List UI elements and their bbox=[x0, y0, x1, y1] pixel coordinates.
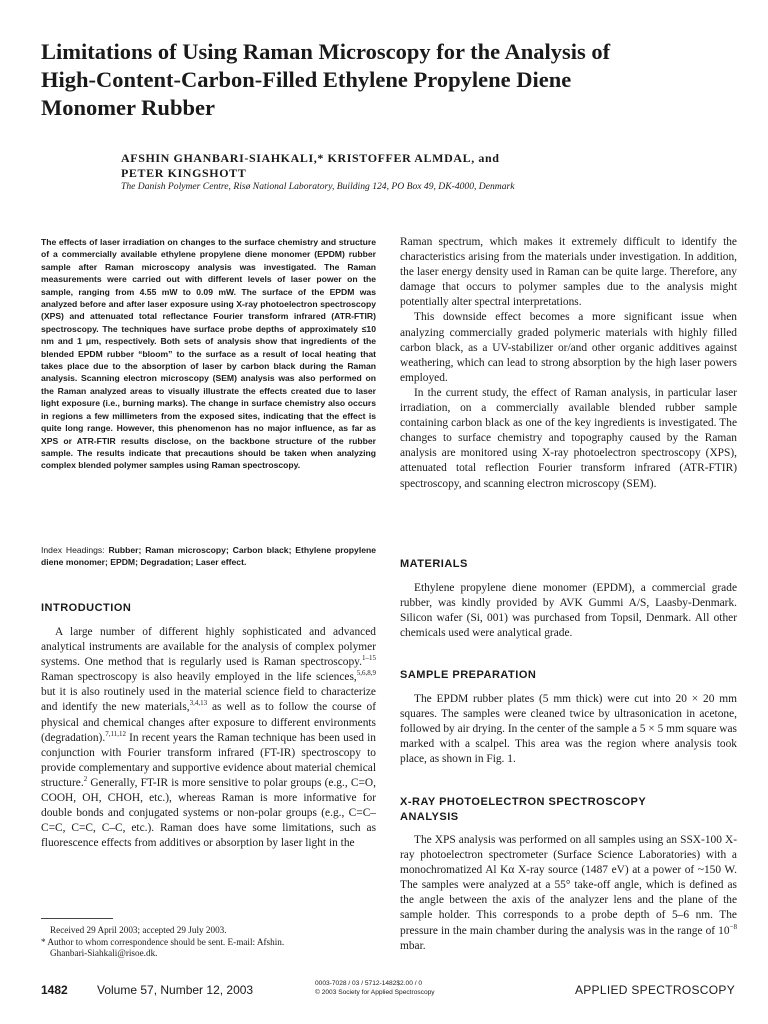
intro-paragraph-3: In the current study, the effect of Raman analysis, in particular laser irradiation, on a commercially available blended rubber sample containing carbon black as one of the key ingredients is investigated. The changes to surface chemistry and topography caused by the Raman analysis are monitored using X-ray photoelectron spectroscopy (XPS), attenuated total reflection Fourier transform infrared (ATR-FTIR) spectroscopy, and scanning electron microscopy (SEM). bbox=[400, 386, 737, 490]
article-title bbox=[41, 38, 741, 122]
authors-line-1: AFSHIN GHANBARI-SIAHKALI,* KRISTOFFER ALMDAL, and bbox=[121, 151, 500, 165]
volume-info: Volume 57, Number 12, 2003 bbox=[97, 983, 254, 997]
sample-preparation-body bbox=[400, 692, 737, 767]
index-headings-keywords: Rubber; Raman microscopy; Carbon black; Ethylene propylene diene monomer; EPDM; Degradation; Laser effect. bbox=[41, 545, 377, 568]
citation-ref: 7,11,12 bbox=[105, 729, 126, 738]
index-headings-label: Index Headings: bbox=[41, 545, 105, 555]
introduction-paragraph bbox=[41, 625, 376, 851]
journal-name: APPLIED SPECTROSCOPY bbox=[574, 983, 735, 997]
footnote-divider bbox=[41, 918, 113, 919]
authors-line-2: PETER KINGSHOTT bbox=[121, 166, 247, 180]
abstract-text: The effects of laser irradiation on changes to the surface chemistry and structure of a commercially available ethylene propylene diene monomer (EPDM) rubber sample after Raman microscopy analysis was investigated. The Raman measurements were carried out with different levels of laser power on the sample, ranging from 4.55 mW to 0.09 mW. The surface of the EPDM was analyzed before and after laser exposure using X-ray photoelectron spectroscopy (XPS) and attenuated total reflectance Fourier transform infrared (ATR-FTIR) spectroscopy. The techniques have surface probe depths of approximately ≤10 nm and 1 μm, respectively. Both sets of analysis show that ingredients of the blended EPDM rubber “bloom” to the surface as a result of local heating that takes place due to the absorption of laser by carbon black during the Raman analysis. Scanning electron microscopy (SEM) analysis was also performed on the Raman analyzed areas to visually illustrate the effects created due to laser light exposure (i.e., burning marks). The change in surface chemistry also occurs in regions a few millimeters from the exposed sites, indicating that the effect is quite long range. However, this phenomenon has no major influence, as far as XPS or ATR-FTIR results disclose, on the backbone structure of the rubber sample. The results indicate that precautions should be taken when analyzing complex blended polymer samples using Raman spectroscopy. bbox=[41, 237, 376, 471]
citation-ref: 1–15 bbox=[362, 654, 376, 663]
copyright-notice: © 2003 Society for Applied Spectroscopy bbox=[315, 989, 435, 996]
citation-ref: 3,4,13 bbox=[189, 699, 208, 708]
introduction-heading: INTRODUCTION bbox=[41, 602, 132, 614]
introduction-body bbox=[41, 625, 376, 851]
exponent: −8 bbox=[729, 922, 737, 931]
intro-text-e: In recent years the Raman technique has been used in conjunction with Fourier transform infrared (FT-IR) spectroscopy to provide complementary and supportive evidence about material chemical structure. bbox=[41, 731, 376, 789]
title-line-1: Limitations of Using Raman Microscopy for the Analysis of bbox=[41, 39, 611, 64]
issn-code: 0003-7028 / 03 / 5712-1482$2.00 / 0 bbox=[315, 980, 423, 987]
publication-code bbox=[315, 979, 485, 997]
intro-text-a: A large number of different highly sophisticated and advanced analytical instruments are available for the analysis of complex polymer systems. One method that is regularly used is Raman spectroscopy. bbox=[41, 626, 376, 669]
author-list bbox=[121, 151, 681, 181]
affiliation: The Danish Polymer Centre, Risø National Laboratory, Building 124, PO Box 49, DK-4000, Denmark bbox=[121, 181, 515, 192]
xps-body bbox=[400, 833, 737, 954]
abstract bbox=[41, 236, 376, 472]
received-note: Received 29 April 2003; accepted 29 July 2003. bbox=[50, 925, 227, 935]
intro-text-b: Raman spectroscopy is also heavily employed in the life sciences, bbox=[41, 671, 357, 684]
page-number: 1482 bbox=[41, 983, 68, 997]
xps-paragraph bbox=[400, 833, 737, 954]
xps-heading-line-2: ANALYSIS bbox=[400, 811, 459, 823]
xps-heading-line-1: X-RAY PHOTOELECTRON SPECTROSCOPY bbox=[400, 796, 647, 808]
footnotes bbox=[41, 925, 376, 960]
citation-ref: 5,6,8,9 bbox=[356, 669, 376, 678]
intro-continuation bbox=[400, 235, 737, 492]
title-line-2: High-Content-Carbon-Filled Ethylene Propylene Diene bbox=[41, 67, 572, 92]
correspondence-note: * Author to whom correspondence should be sent. E-mail: Afshin. bbox=[41, 936, 285, 947]
index-headings bbox=[41, 544, 376, 569]
sample-preparation-paragraph: The EPDM rubber plates (5 mm thick) were cut into 20 × 20 mm squares. The samples were cleaned twice by ultrasonication in acetone, followed by air drying. In the center of the sample a 5 × 5 mm square was marked with a scalpel. This area was the region where analysis took place, as shown in Fig. 1. bbox=[400, 693, 737, 766]
citation-ref: 2 bbox=[83, 775, 88, 784]
materials-paragraph: Ethylene propylene diene monomer (EPDM), a commercial grade rubber, was kindly provided by AVK Gummi A/S, Laasby-Denmark. Silicon wafer (Si, 001) was purchased from Topsil, Denmark. All other chemicals used were analytical grade. bbox=[400, 582, 737, 640]
xps-heading bbox=[400, 795, 646, 825]
intro-text-d: as well as to follow the course of physical and chemical changes after exposure to different environments (degradation). bbox=[41, 701, 376, 744]
intro-continued-paragraph: Raman spectrum, which makes it extremely difficult to identify the characteristics arising from the materials under investigation. In addition, the laser energy density used in Raman can be quite large. Therefore, any damage that occurs to polymer samples due to the analysis might potentially alter spectral interpretations. bbox=[400, 236, 737, 309]
xps-text-a: The XPS analysis was performed on all samples using an SSX-100 X-ray photoelectron spectrometer (Surface Science Laboratories) with a monochromatized Al Kα X-ray source (1487 eV) at a power of ~150 W. The samples were analyzed at a 55° take-off angle, which is defined as the angle between the axis of the analyzer lens and the plane of the sample holder. This corresponds to a probe depth of 5–6 nm. The pressure in the main chamber during the analysis was in the range of 10 bbox=[400, 834, 737, 937]
materials-body bbox=[400, 581, 737, 641]
intro-text-f: Generally, FT-IR is more sensitive to polar groups (e.g., C=O, COOH, OH, CHOH, etc.), whereas Raman is more informative for double bonds and conjugated systems or non-polar groups (e.g., C=C–C=C, C=C, C–C, etc.). Raman does have some limitations, such as fluorescence effects from additives or absorption by laser light in the bbox=[41, 776, 376, 850]
materials-heading: MATERIALS bbox=[400, 558, 468, 570]
sample-preparation-heading: SAMPLE PREPARATION bbox=[400, 669, 537, 681]
intro-paragraph-2: This downside effect becomes a more significant issue when analyzing commercially graded polymeric materials with highly filled carbon black, as a UV-stabilizer or/and other organic additives against weathering, which can lead to strong absorption by the high laser powers employed. bbox=[400, 311, 737, 384]
xps-text-b: mbar. bbox=[400, 939, 426, 952]
intro-text-c: but it is also routinely used in the material science field to characterize and identify the new materials, bbox=[41, 686, 376, 714]
title-line-3: Monomer Rubber bbox=[41, 95, 215, 120]
correspondence-email: Ghanbari-Siahkali@risoe.dk. bbox=[50, 948, 158, 958]
